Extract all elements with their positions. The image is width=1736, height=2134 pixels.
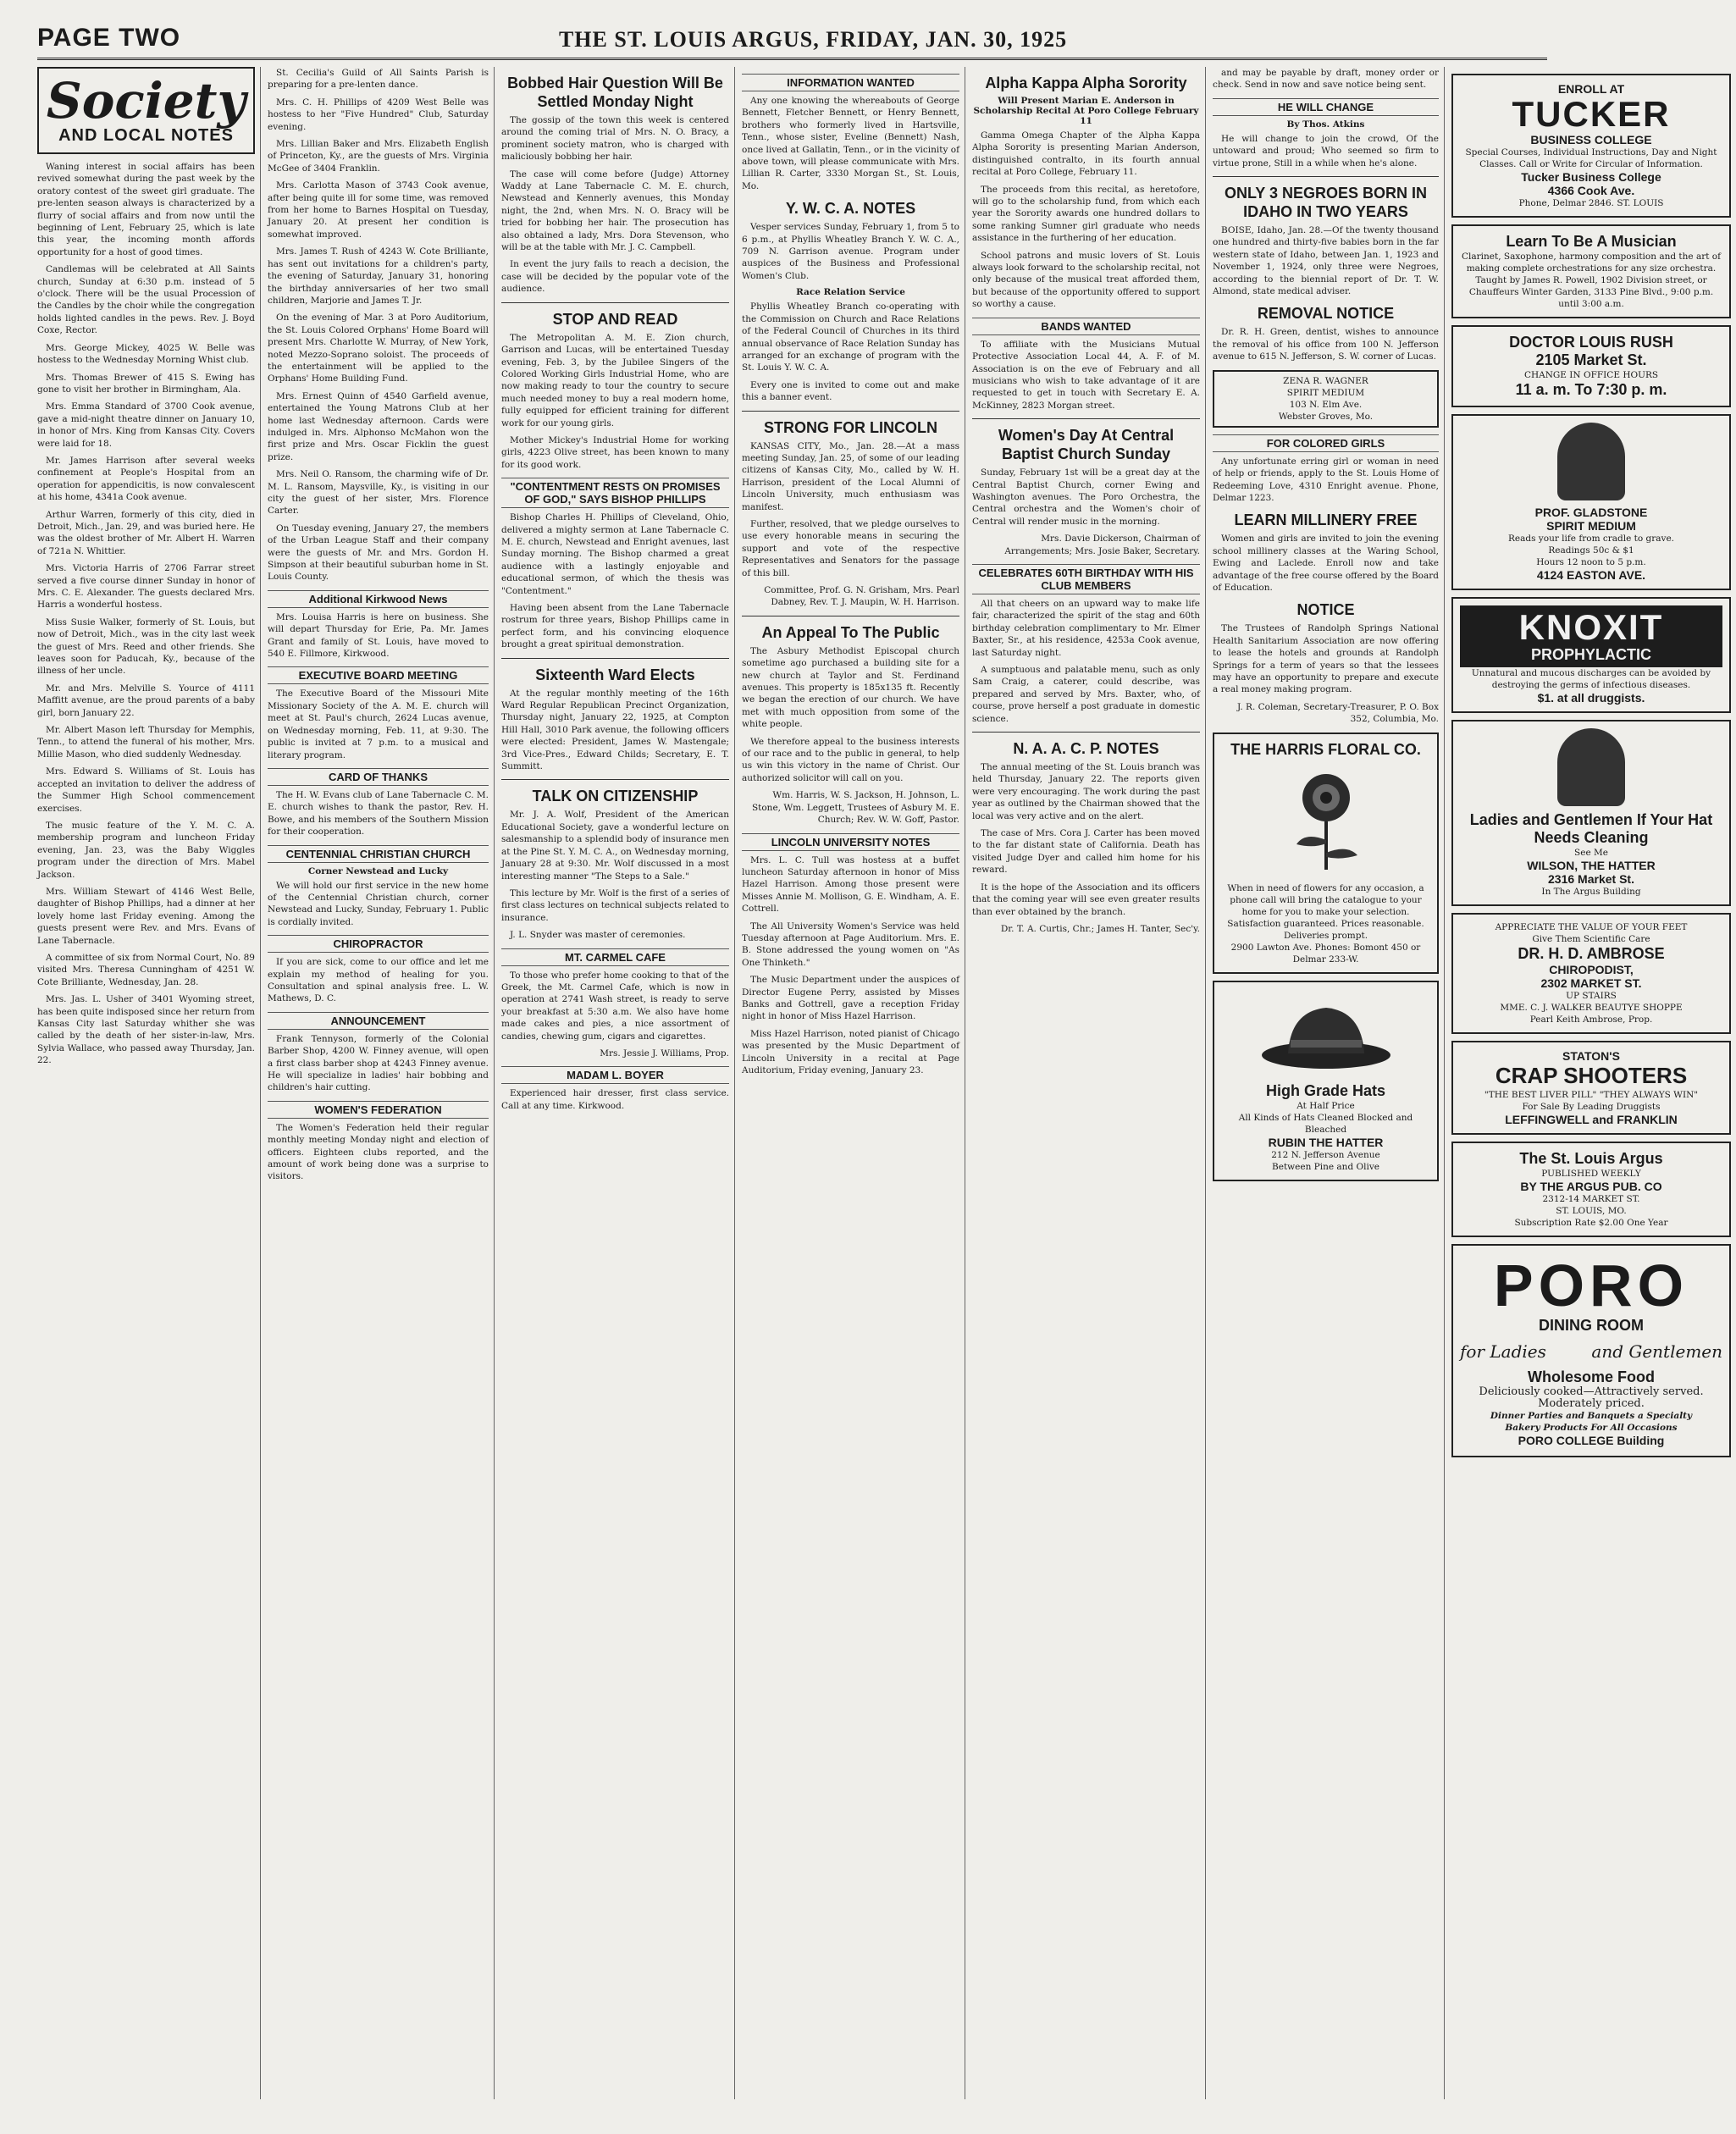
ad-staton-crap-shooters xyxy=(1451,1041,1731,1135)
ad-text: Unnatural and mucous discharges can be avoided by destroying the germs of infectious diseases. xyxy=(1471,668,1711,690)
article-paragraph: The Asbury Methodist Episcopal church sometime ago purchased a building site for a new church at Taylor and St. Ferdinand avenues. This property is 185x135 ft. Recently we began the erection of our church. We have met with much opposition from some of the white people. xyxy=(742,645,959,730)
article-signature: Mrs. Jessie J. Williams, Prop. xyxy=(600,1048,729,1059)
ad-line: All Kinds of Hats Cleaned Blocked and Bleached xyxy=(1238,1112,1413,1135)
divider xyxy=(501,658,729,659)
article-headline: CHIROPRACTOR xyxy=(268,935,489,953)
ad-line: Readings 50c & $1 xyxy=(1548,545,1634,556)
article-paragraph: On the evening of Mar. 3 at Poro Auditorium, the St. Louis Colored Orphans' Home Board will present Mrs. Charlotte W. Murray, of New York, noted Mezzo-Soprano soloist. The proceeds of the entertainment will be applied to the Orphans' Home Building Fund. xyxy=(268,312,489,384)
article-paragraph: Mr. Albert Mason left Thursday for Memphis, Tenn., to attend the funeral of his mother, Mrs. Millie Mason, who died suddenly Wednesday. xyxy=(37,725,255,760)
divider xyxy=(501,779,729,780)
article-headline: ONLY 3 NEGROES BORN IN IDAHO IN TWO YEARS xyxy=(1224,185,1428,221)
article-paragraph: Mrs. William Stewart of 4146 West Belle, daughter of Bishop Phillips, had a dinner at her lovely home last Friday evening. Among the guests present were Rev. and Mrs. Evans of Lane Tabernacle. xyxy=(37,886,255,946)
article-headline: WOMEN'S FEDERATION xyxy=(268,1101,489,1119)
ad-line: MME. C. J. WALKER BEAUTYE SHOPPE xyxy=(1500,1003,1683,1013)
article-headline: N. A. A. C. P. NOTES xyxy=(1013,740,1159,758)
article-signature: Committee, Prof. G. N. Grisham, Mrs. Pearl Dabney, Rev. T. J. Maupin, W. H. Harrison. xyxy=(764,585,959,608)
divider xyxy=(972,418,1200,419)
article-paragraph: Mrs. Thomas Brewer of 415 S. Ewing has gone to visit her brother in Birmingham, Ala. xyxy=(37,372,255,395)
ad-line: 4124 EASTON AVE. xyxy=(1536,568,1646,582)
article-paragraph: Mrs. Ernest Quinn of 4540 Garfield avenue, entertained the Young Matrons Club at her home last Wednesday afternoon. Cards were indulged in. Mrs. Alphonso McMahon won the first prize and Mrs. Oscar Ficklin the guest prize. xyxy=(268,390,489,462)
article-headline: CENTENNIAL CHRISTIAN CHURCH xyxy=(268,845,489,863)
article-paragraph: KANSAS CITY, Mo., Jan. 28.—At a mass meeting Sunday, Jan. 25, of some of our leading citizens of Kansas City, Mo., called by W. H. Harrison, president of the Local Alumni of Lincoln University, much enthusiasm was manifest. xyxy=(742,440,959,512)
article-headline: Y. W. C. A. NOTES xyxy=(785,200,916,218)
article-headline: Sixteenth Ward Elects xyxy=(535,666,695,683)
newspaper-title: THE ST. LOUIS ARGUS, FRIDAY, JAN. 30, 1925 xyxy=(558,27,1068,52)
ad-line: 2312-14 MARKET ST. xyxy=(1542,1194,1640,1204)
article-paragraph: Candlemas will be celebrated at All Saints church, Sunday at 6:30 p.m. instead of 5 o'clock. There will be the usual Procession of the Candles by the choir while the congregation holds lighted candles in the pews. Rev. J. Boyd Coxe, Rector. xyxy=(37,264,255,336)
article-headline: MT. CARMEL CAFE xyxy=(501,948,729,966)
article-paragraph: On Tuesday evening, January 27, the members of the Urban League Staff and their company were the guests of Mr. and Mrs. Gordon H. Simpson at their beautiful suburban home in St. Louis County. xyxy=(268,522,489,583)
article-headline: Additional Kirkwood News xyxy=(268,590,489,608)
ad-line: ST. LOUIS, MO. xyxy=(1556,1206,1627,1216)
ad-line: Subscription Rate $2.00 One Year xyxy=(1514,1218,1668,1228)
article-paragraph: Women and girls are invited to join the evening school millinery classes at the Waring School, Ewing and Laclede. Enroll now and take advantage of the free course offered by the Board of Education. xyxy=(1213,534,1439,593)
ad-line: for Ladies xyxy=(1460,1341,1546,1362)
ad-line: In The Argus Building xyxy=(1541,887,1641,897)
article-paragraph: Mrs. Jas. L. Usher of 3401 Wyoming street, has been quite indisposed since her return from Kansas City last Saturday whither she was called by the death of her sister-in-law, Mrs. Sylvia Wallace, who passed away Thursday, Jan. 22. xyxy=(37,994,255,1066)
ad-line: Dinner Parties and Banquets a Specialty xyxy=(1490,1411,1693,1421)
ad-line: BUSINESS COLLEGE xyxy=(1530,133,1652,147)
portrait-photo xyxy=(1557,728,1625,806)
ad-line: 103 N. Elm Ave. xyxy=(1289,399,1363,410)
article-headline: STOP AND READ xyxy=(552,310,678,328)
ad-musician xyxy=(1451,224,1731,318)
ad-line: STATON'S xyxy=(1562,1049,1620,1063)
column-6 xyxy=(1213,67,1445,2099)
ad-title: TUCKER xyxy=(1512,94,1671,134)
ad-address: 2900 Lawton Ave. Phones: Bomont 450 or Delmar 233-W. xyxy=(1230,942,1421,965)
column-3 xyxy=(501,67,735,2099)
ad-line: Tucker Business College xyxy=(1521,170,1661,184)
article-paragraph: The Executive Board of the Missouri Mite Missionary Society of the A. M. E. church will meet at St. Paul's church, 2624 Lucas avenue, on Wednesday morning, Feb. 11, at 9:30. The public is invited at 7 p.m. to a musical and literary program. xyxy=(268,688,489,760)
article-headline: Women's Day At Central Baptist Church Sunday xyxy=(998,427,1175,463)
article-signature: Dr. T. A. Curtis, Chr.; James H. Tanter, Sec'y. xyxy=(1000,923,1200,934)
ad-line: Give Them Scientific Care xyxy=(1532,934,1650,944)
article-headline: TALK ON CITIZENSHIP xyxy=(532,788,699,805)
ad-title: Learn To Be A Musician xyxy=(1506,233,1677,250)
column-2 xyxy=(268,67,495,2099)
article-paragraph: Arthur Warren, formerly of this city, died in Detroit, Mich., Jan. 29, and was buried here. He was the oldest brother of Mr. Albert H. Warren of 721a N. Whittier. xyxy=(37,509,255,556)
article-paragraph: Further, resolved, that we pledge ourselves to use every honorable means in securing the support and vote of the respective Representatives and Senators for the passage of this bill. xyxy=(742,518,959,578)
article-paragraph: The case of Mrs. Cora J. Carter has been moved to the far distant state of California. Death has visited Judge Dyer and called him home for his reward. xyxy=(972,828,1200,876)
ad-line: Hours 12 noon to 5 p.m. xyxy=(1536,557,1646,567)
ad-line: CHANGE IN OFFICE HOURS xyxy=(1523,370,1659,380)
article-paragraph: To those who prefer home cooking to that of the Greek, the Mt. Carmel Cafe, which is now in operation at 2741 Wash street, is ready to serve your breakfast at 5:30 a.m. We also have home made cakes and pies, a nice assortment of candies, chewing gum, cigars and cigarettes. xyxy=(501,970,729,1042)
ad-line: See Me xyxy=(1574,848,1608,858)
ad-line: 212 N. Jefferson Avenue xyxy=(1271,1149,1380,1160)
article-paragraph: Gamma Omega Chapter of the Alpha Kappa Alpha Sorority is presenting Marian Anderson, distinguished contralto, in its fourth annual recital at Poro College, February 11. xyxy=(972,130,1200,178)
article-paragraph: The case will come before (Judge) Attorney Waddy at Lane Tabernacle C. M. E. church, Newstead and Kennerly avenues, this Monday night, the 2nd, when Mrs. N. O. Bracy will be tried for bobbing her hair. The prosecution has also obtained a lady, Mrs. Dora Stevenson, who will be at the table with Mr. J. C. Campbell. xyxy=(501,169,729,253)
ad-title: Ladies and Gentlemen If Your Hat Needs Cleaning xyxy=(1469,811,1713,846)
ad-line: WILSON, THE HATTER xyxy=(1527,859,1656,872)
divider xyxy=(972,732,1200,733)
article-paragraph: Any unfortunate erring girl or woman in need of help or friends, apply to the St. Louis Home of Redeeming Love, 4310 Enright avenue. Phone, Delmar 1223. xyxy=(1213,456,1439,503)
ad-line: 2105 Market St. xyxy=(1535,351,1647,368)
article-headline: INFORMATION WANTED xyxy=(742,74,959,91)
ad-line: SPIRIT MEDIUM xyxy=(1546,519,1636,533)
article-paragraph: The Women's Federation held their regular monthly meeting Monday night and election of officers. Eighteen clubs reported, and the amount of work being done was a surprise to visitors. xyxy=(268,1122,489,1182)
ad-line: "THE BEST LIVER PILL" "THEY ALWAYS WIN" xyxy=(1484,1090,1699,1100)
ad-wilson-hatter xyxy=(1451,720,1731,906)
article-paragraph: The H. W. Evans club of Lane Tabernacle C. M. E. church wishes to thank the pastor, Rev. H. Bowe, and his members of the Southern Mission for their cooperation. xyxy=(268,789,489,838)
article-paragraph: The All University Women's Service was held Tuesday afternoon at Page Auditorium. Mrs. E. B. Stone addressed the young women on "As One Thinketh." xyxy=(742,920,959,968)
article-headline: CELEBRATES 60TH BIRTHDAY WITH HIS CLUB MEMBERS xyxy=(972,564,1200,594)
ad-line: DINING ROOM xyxy=(1539,1317,1644,1334)
article-paragraph: Mrs. James T. Rush of 4243 W. Cote Brilliante, has sent out invitations for a children's party, the evening of Saturday, January 31, honoring the birthday anniversaries of her two small children, Marjorie and James T. Jr. xyxy=(268,246,489,306)
ad-line: ENROLL AT xyxy=(1557,82,1625,96)
ad-harris-floral xyxy=(1213,733,1439,974)
ad-line: UP STAIRS xyxy=(1566,991,1617,1001)
article-paragraph: The Trustees of Randolph Springs National Health Sanitarium Association are now offering to lease the hotels and grounds at Randolph Springs for a term of years so that the lessees may have an opportunity to prepare and execute a real money making program. xyxy=(1213,623,1439,695)
ad-spirit-medium xyxy=(1213,370,1439,428)
article-paragraph: Waning interest in social affairs has been revived somewhat during the past week by the oratory contest of the sweet girl graduate. The pre-lenten season always is characterized by a flurry of social affairs and from now until the beginning of Lent, February 25, which is late this year, the incoming month affords opportunity for a host of good times. xyxy=(37,162,255,257)
ad-argus-publisher xyxy=(1451,1142,1731,1237)
article-paragraph: Sunday, February 1st will be a great day at the Central Baptist Church, corner Ewing and Washington avenues. The Poro Orchestra, the Central orchestra and the Women's choir of Central will render music in the morning. xyxy=(972,467,1200,527)
ad-line: 11 a. m. To 7:30 p. m. xyxy=(1515,381,1667,398)
column-1 xyxy=(37,67,261,2099)
ad-title: The St. Louis Argus xyxy=(1519,1150,1663,1167)
article-paragraph: Mrs. Carlotta Mason of 3743 Cook avenue, after being quite ill for some time, was removed from her home to Barnes Hospital on Tuesday, January 20. At present her condition is somewhat improved. xyxy=(268,180,489,240)
article-headline: LEARN MILLINERY FREE xyxy=(1234,511,1418,529)
article-paragraph: Having been absent from the Lane Tabernacle rostrum for three years, Bishop Phillips came in perfect form, and his convincing eloquence brought a great spiritual demonstration. xyxy=(501,603,729,650)
ad-line: Reads your life from cradle to grave. xyxy=(1507,534,1675,544)
ad-ambrose-chiropodist xyxy=(1451,913,1731,1034)
poem-author: By Thos. Atkins xyxy=(1286,119,1365,130)
column-5 xyxy=(972,67,1206,2099)
article-paragraph: Any one knowing the whereabouts of George Bennett, Fletcher Bennett, or Henry Bennett, brothers who formerly lived in Hartsville, Tenn., whose sister, Eveline (Bennett) Nash, once lived at Gallatin, Tenn., or in the vicinity of above town, will please communicate with Mrs. Lillian R. Carter, 3330 Morgan St., St. Louis, Mo. xyxy=(742,96,959,191)
hat-icon xyxy=(1258,996,1394,1072)
ad-text: Special Courses, Individual Instructions, Day and Night Classes. Call or Write for Circular of Information. xyxy=(1465,147,1717,169)
article-paragraph: Experienced hair dresser, first class service. Call at any time. Kirkwood. xyxy=(501,1088,729,1111)
ad-title: THE HARRIS FLORAL CO. xyxy=(1230,740,1421,758)
society-header xyxy=(37,67,255,154)
article-paragraph: Miss Hazel Harrison, noted pianist of Chicago was presented by the Music Department of Lincoln University in a recital at Page Auditorium, Friday evening, January 23. xyxy=(742,1028,959,1075)
poem-text: He will change to join the crowd, Of the untoward and proud; Who seemed so firm to virtue prone, Still in a while when he's alone. xyxy=(1213,133,1439,169)
article-paragraph: The music feature of the Y. M. C. A. membership program and luncheon Friday evening, Jan. 23, was the Baby Wiggles program under the direction of Mrs. Mabel Jackson. xyxy=(37,820,255,880)
ad-rubin-hatter xyxy=(1213,981,1439,1181)
article-paragraph: Mrs. Emma Standard of 3700 Cook avenue, gave a mid-night theatre dinner on January 10, in honor of Mrs. King from Kansas City. Covers were laid for 18. xyxy=(37,401,255,449)
article-paragraph: Mr. J. A. Wolf, President of the American Educational Society, gave a wonderful lecture on salesmanship to a splendid body of insurance men at the Pine St. Y. M. C. A., on Wednesday morning, January 28 at 9:30. Mr. Wolf discussed in a most interesting manner "The Steps to a Sale." xyxy=(501,810,729,882)
article-signature: Mrs. Davie Dickerson, Chairman of Arrangements; Mrs. Josie Baker, Secretary. xyxy=(1004,534,1200,556)
article-paragraph: Mrs. Louisa Harris is here on business. She will depart Thursday for Erie, Pa. Mr. James Grant and family of St. Louis, have moved to 540 E. Fillmore, Kirkwood. xyxy=(268,611,489,660)
ad-line: For Sale By Leading Druggists xyxy=(1522,1102,1661,1112)
masthead xyxy=(37,24,1547,60)
article-headline: EXECUTIVE BOARD MEETING xyxy=(268,666,489,684)
ad-line: BY THE ARGUS PUB. CO xyxy=(1520,1180,1662,1193)
article-paragraph: Bishop Charles H. Phillips of Cleveland, Ohio, delivered a mighty sermon at Lane Tabernacle C. M. E. church, Newstead and Enright avenues, last Sunday morning. The Bishop charmed a great audience with a lastingly enjoyable and educational sermon, of which the thesis was "Contentment." xyxy=(501,512,729,596)
ad-line: At Half Price xyxy=(1296,1100,1355,1111)
column-4 xyxy=(742,67,965,2099)
article-headline: LINCOLN UNIVERSITY NOTES xyxy=(742,833,959,851)
article-headline: ANNOUNCEMENT xyxy=(268,1012,489,1030)
ad-title: KNOXIT xyxy=(1518,607,1664,647)
ad-text: Clarinet, Saxophone, harmony composition and the art of making complete orchestrations for any size orchestra. Taught by James R. Powell, 1902 Division street, or Chauffeurs Winter Garden, 3133 Pine Blvd., 9:00 p.m. until 3:00 a.m. xyxy=(1461,252,1721,309)
article-paragraph: We will hold our first service in the new home of the Centennial Christian church, corner Newstead and Lucky, Sunday, February 1. Public is cordially invited. xyxy=(268,880,489,927)
article-signature: J. R. Coleman, Secretary-Treasurer, P. O. Box 352, Columbia, Mo. xyxy=(1236,701,1439,725)
article-paragraph: This lecture by Mr. Wolf is the first of a series of first class lectures on technical subjects related to insurance. xyxy=(501,887,729,923)
article-headline: MADAM L. BOYER xyxy=(501,1066,729,1084)
ad-line: and Gentlemen xyxy=(1591,1341,1722,1362)
article-headline: An Appeal To The Public xyxy=(761,623,940,641)
rose-icon xyxy=(1280,764,1373,874)
article-paragraph: A committee of six from Normal Court, No. 89 visited Mrs. Theresa Cunningham of 4251 W. Cote Brilliante, Wednesday, Jan. 28. xyxy=(37,952,255,987)
ad-title: PROF. GLADSTONE xyxy=(1534,506,1648,519)
ad-prof-gladstone xyxy=(1451,414,1731,590)
article-paragraph: At the regular monthly meeting of the 16th Ward Regular Republican Precinct Organization, Thursday night, January 22, 1925, at Compton Hill Hall, 3010 Park avenue, the following officers were elected: President, James W. Mastengale; 3rd Vice-Pres., Edward Childs; Secretary, E. T. Summitt. xyxy=(501,688,729,772)
article-subheadline: Race Relation Service xyxy=(796,287,905,298)
article-paragraph: J. L. Snyder was master of ceremonies. xyxy=(510,930,686,941)
ad-line: 2302 MARKET ST. xyxy=(1540,976,1642,990)
ad-line: RUBIN THE HATTER xyxy=(1268,1135,1384,1149)
ad-title: PORO xyxy=(1493,1252,1689,1319)
article-paragraph: All that cheers on an upward way to make life fair, characterized the spirit of the stag and 60th birthday celebration complimentary to Mr. Elmer Baxter, Sr., at his residence, 4253a Cook avenue, last Saturday night. xyxy=(972,598,1200,658)
article-paragraph: The proceeds from this recital, as heretofore, will go to the scholarship fund, from which each year the Sorority awards one hundred dollars to some ranking Sumner girl graduate who needs assistance in the furthering of her education. xyxy=(972,184,1200,244)
article-paragraph: Every one is invited to come out and make this a banner event. xyxy=(742,379,959,403)
portrait-photo xyxy=(1557,423,1625,500)
article-paragraph: Frank Tennyson, formerly of the Colonial Barber Shop, 4200 W. Finney avenue, will open a first class barber shop at 4243 Finney avenue. He will specialize in ladies' hair bobbing and children's hair cutting. xyxy=(268,1033,489,1093)
ad-doctor-rush xyxy=(1451,325,1731,407)
article-headline: FOR COLORED GIRLS xyxy=(1213,434,1439,452)
article-paragraph: Mrs. Lillian Baker and Mrs. Elizabeth English of Princeton, Ky., are the guests of Mrs. Virginia McGee of 3404 Franklin. xyxy=(268,139,489,174)
page-number: PAGE TWO xyxy=(37,24,181,52)
article-headline: REMOVAL NOTICE xyxy=(1257,305,1395,323)
ad-line: SPIRIT MEDIUM xyxy=(1286,387,1365,398)
ad-title: DOCTOR LOUIS RUSH xyxy=(1509,334,1673,351)
article-paragraph: Mrs. L. C. Tull was hostess at a buffet luncheon Saturday afternoon in honor of Miss Hazel Harrison. Among those present were Misses Annie M. Mollison, G. E. Windham, A. E. Cottrell. xyxy=(742,854,959,915)
article-paragraph: Phyllis Wheatley Branch co-operating with the Commission on Church and Race Relations of the Federal Council of Churches in its third annual observance of Race Relation Sunday has arranged for an exchange of program with the St. Louis Y. W. C. A. xyxy=(742,301,959,373)
columns xyxy=(37,67,1722,2099)
ad-knoxit xyxy=(1451,597,1731,713)
ad-line: Bakery Products For All Occasions xyxy=(1505,1423,1678,1433)
ad-text: When in need of flowers for any occasion, a phone call will bring the catalogue to your home for you to make your selection. Satisfaction guaranteed. Prices reasonable. Deliveries prompt. xyxy=(1227,882,1424,941)
ad-line: APPRECIATE THE VALUE OF YOUR FEET xyxy=(1495,922,1688,932)
poem-title: HE WILL CHANGE xyxy=(1213,98,1439,116)
ad-poro-dining-room xyxy=(1451,1244,1731,1457)
ad-line: Pearl Keith Ambrose, Prop. xyxy=(1529,1014,1653,1025)
article-paragraph: Mother Mickey's Industrial Home for working girls, 4223 Olive street, has been known to many for its good work. xyxy=(501,434,729,470)
article-paragraph: We therefore appeal to the business interests of our race and to the public in general, to help us win this victory in the name of Christ. Our authorized solicitor will call on you. xyxy=(742,736,959,783)
article-subheadline: Will Present Marian E. Anderson in Scholarship Recital At Poro College February 11 xyxy=(973,96,1199,126)
article-paragraph: Mrs. C. H. Phillips of 4209 West Belle was hostess to her "Five Hundred" Club, Saturday evening. xyxy=(268,97,489,132)
article-paragraph: A sumptuous and palatable menu, such as only Sam Craig, a caterer, could describe, was prepared and served by Mrs. Baxter, who, of course, prove herself a post graduate in domestic science. xyxy=(972,665,1200,724)
article-paragraph: St. Cecilia's Guild of All Saints Parish is preparing for a pre-lenten dance. xyxy=(268,68,489,91)
ad-line: Deliciously cooked—Attractively served. xyxy=(1479,1385,1704,1398)
ad-line: 4366 Cook Ave. xyxy=(1547,184,1635,197)
society-subtitle: AND LOCAL NOTES xyxy=(58,126,234,145)
article-paragraph: Vesper services Sunday, February 1, from 5 to 6 p.m., at Phyllis Wheatley Branch Y. W. C. A., 709 N. Garrison avenue. Program under auspices of the Business and Professional Women's Club. xyxy=(742,222,959,281)
article-headline: CARD OF THANKS xyxy=(268,768,489,786)
article-paragraph: BOISE, Idaho, Jan. 28.—Of the twenty thousand one hundred and thirty-five babies born in the far western state of Idaho, between Jan. 1, 1923 and November 1, 1924, only three were Negroes, according to the biennial report of Dr. T. W. Almond, state medical adviser. xyxy=(1213,225,1439,297)
article-paragraph: Mrs. Edward S. Williams of St. Louis has accepted an invitation to deliver the address of the Summer High School commencement exercises. xyxy=(37,766,255,814)
ad-line: 2316 Market St. xyxy=(1548,872,1634,886)
ad-title: High Grade Hats xyxy=(1265,1081,1386,1099)
ad-line: Phone, Delmar 2846. ST. LOUIS xyxy=(1518,198,1664,208)
ad-line: PUBLISHED WEEKLY xyxy=(1541,1169,1641,1179)
article-signature: Wm. Harris, W. S. Jackson, H. Johnson, L. Stone, Wm. Leggett, Trustees of Asbury M. E. Church; Rev. W. W. Goff, Pastor. xyxy=(751,790,959,826)
article-subheadline: Corner Newstead and Lucky xyxy=(307,865,449,876)
article-paragraph: Mr. James Harrison after several weeks confinement at People's Hospital from an operation for appendicitis, is now convalescent at his home, 4341a Cook avenue. xyxy=(37,455,255,503)
ad-price: $1. at all druggists. xyxy=(1537,691,1645,705)
article-paragraph: Mrs. George Mickey, 4025 W. Belle was hostess to the Wednesday Morning Whist club. xyxy=(37,342,255,366)
article-paragraph: Mrs. Victoria Harris of 2706 Farrar street served a five course dinner Sunday in honor of Mrs. C. E. Alexander. The guests declared Mrs. Harris a wonderful hostess. xyxy=(37,563,255,611)
article-paragraph: To affiliate with the Musicians Mutual Protective Association Local 44, A. F. of M. Association is on the eve of February and all musicians who wish to take advantage of it are requested to get in touch with Secretary E. A. McKinney, 2823 Morgan street. xyxy=(972,339,1200,411)
society-title: Society xyxy=(46,72,246,130)
article-paragraph: The annual meeting of the St. Louis branch was held Thursday, January 22. The reports given were very encouraging. The work during the past year as outlined by the Chairman showed that the local was very active and on the alert. xyxy=(972,762,1200,821)
ad-line: Between Pine and Olive xyxy=(1272,1161,1379,1172)
article-paragraph: and may be payable by draft, money order or check. Send in now and save notice being sent. xyxy=(1213,68,1439,91)
ad-line: PORO COLLEGE Building xyxy=(1518,1434,1665,1447)
article-paragraph: Mr. and Mrs. Melville S. Yource of 4111 Maffitt avenue, are the proud parents of a baby girl, born January 22. xyxy=(37,683,255,718)
ad-line: Wholesome Food xyxy=(1528,1368,1655,1385)
article-paragraph: Mrs. Neil O. Ransom, the charming wife of Dr. M. L. Ransom, Maysville, Ky., is visiting in our city the guest of her sister, Mrs. Florence Carter. xyxy=(268,469,489,517)
article-paragraph: The Music Department under the auspices of Director Eugene Perry, assisted by Misses Banks and Gottrell, gave a reception Friday night in honor of Miss Hazel Harrison. xyxy=(742,975,959,1022)
article-paragraph: Dr. R. H. Green, dentist, wishes to announce the removal of his office from 100 N. Jefferson avenue to 615 N. Jefferson, S. W. corner of Lucas. xyxy=(1213,327,1439,362)
divider xyxy=(501,302,729,303)
ad-line: Moderately priced. xyxy=(1538,1397,1645,1410)
ad-title: DR. H. D. AMBROSE xyxy=(1518,945,1665,962)
article-paragraph: The Metropolitan A. M. E. Zion church, Garrison and Lucas, will be entertained Tuesday evening, Feb. 3, by the Jubilee Singers of the Colored Working Girls Industrial Home, who are now making ready to tour the country to secure much needed money to buy a real modern home, fully equipped for efficient training for different work for our young girls. xyxy=(501,332,729,428)
article-headline: Bobbed Hair Question Will Be Settled Monday Night xyxy=(507,75,723,110)
article-headline: STRONG FOR LINCOLN xyxy=(764,418,937,436)
ad-title: CRAP SHOOTERS xyxy=(1495,1063,1688,1088)
article-headline: Alpha Kappa Alpha Sorority xyxy=(985,75,1187,91)
article-paragraph: The gossip of the town this week is centered around the coming trial of Mrs. N. O. Bracy, a prominent society matron, who is charged with maliciously bobbing her hair. xyxy=(501,115,729,163)
article-paragraph: In event the jury fails to reach a decision, the case will be decided by the popular vote of the audience. xyxy=(501,259,729,295)
ad-line: PROPHYLACTIC xyxy=(1530,646,1651,663)
divider xyxy=(1213,176,1439,177)
ad-line: Webster Groves, Mo. xyxy=(1278,411,1374,422)
ad-line: ZENA R. WAGNER xyxy=(1283,375,1368,386)
article-paragraph: It is the hope of the Association and its officers that the coming year will see even greater results than ever obtained by the branch. xyxy=(972,882,1200,917)
article-headline: "CONTENTMENT RESTS ON PROMISES OF GOD," SAYS BISHOP PHILLIPS xyxy=(501,478,729,508)
divider xyxy=(742,411,959,412)
column-7 xyxy=(1451,67,1736,2099)
article-paragraph: If you are sick, come to our office and let me explain my method of healing for you. Consultation and spinal analysis free. L. W. Mathews, D. C. xyxy=(268,957,489,1004)
article-paragraph: Miss Susie Walker, formerly of St. Louis, but now of Detroit, Mich., was in the city last week the guest of Mrs. Reed and other friends. She leaves soon for Paducah, Ky., because of the illness of her uncle. xyxy=(37,616,255,677)
article-headline: BANDS WANTED xyxy=(972,318,1200,335)
ad-line: CHIROPODIST, xyxy=(1549,963,1634,976)
ad-tucker-college xyxy=(1451,74,1731,218)
article-paragraph: School patrons and music lovers of St. Louis always look forward to the scholarship recital, not only because of the musical treat afforded them, but because of the opportunity offered to support so worthy a cause. xyxy=(972,250,1200,310)
article-headline: NOTICE xyxy=(1296,601,1355,619)
ad-line: LEFFINGWELL and FRANKLIN xyxy=(1505,1113,1678,1126)
